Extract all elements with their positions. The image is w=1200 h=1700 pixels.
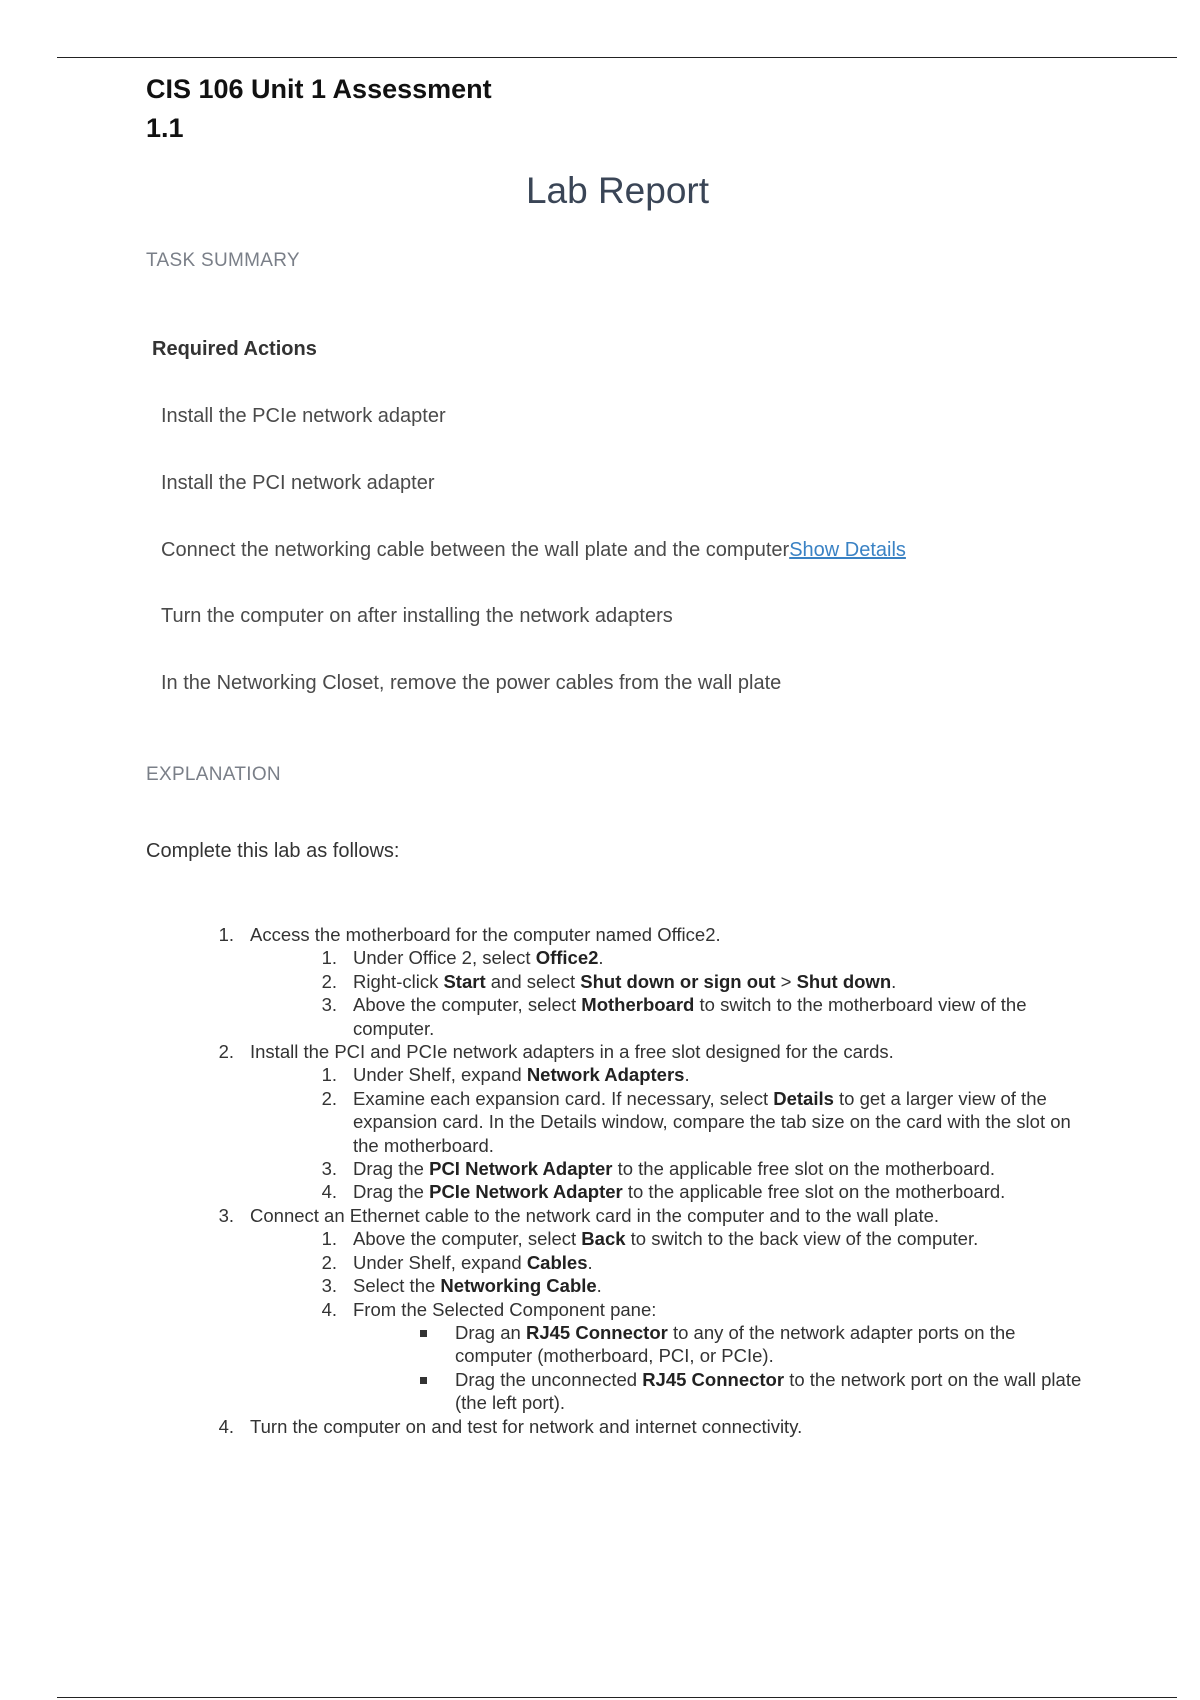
step-text: to the applicable free slot on the motherboard.: [612, 1158, 996, 1180]
step-number: 2.: [218, 1041, 234, 1063]
step-item: [210, 1415, 1090, 1438]
substep-item: [210, 1180, 1090, 1203]
step-text: to get a larger view of the expansion card. In the Details window, compare the tab size on the card with the slot on the motherboard.: [353, 1087, 1071, 1156]
substep-item: [210, 1298, 1090, 1321]
show-details-link[interactable]: Show Details: [789, 539, 906, 561]
explanation-intro: Complete this lab as follows:: [146, 840, 400, 862]
instruction-steps-list: [210, 923, 1090, 1438]
step-text: From the Selected Component pane:: [353, 1298, 657, 1320]
step-number: 3.: [321, 994, 337, 1016]
action-item: [161, 539, 906, 562]
step-number: 4.: [321, 1181, 337, 1203]
step-text: to switch to the motherboard view of the computer.: [353, 994, 1027, 1039]
step-number: 3.: [321, 1158, 337, 1180]
step-text: to switch to the back view of the computer.: [625, 1228, 979, 1250]
step-text: Connect an Ethernet cable to the network card in the computer and to the wall plate.: [250, 1204, 940, 1226]
substep-item: [210, 1157, 1090, 1180]
step-text: to the network port on the wall plate (the left port).: [455, 1368, 1082, 1414]
substep-item: [210, 993, 1090, 1040]
bullet-icon: [420, 1377, 427, 1384]
step-number: 2.: [321, 1087, 337, 1109]
step-text: .: [891, 970, 897, 992]
ui-keyword: Shut down: [796, 970, 892, 992]
bullet-item: [210, 1368, 1090, 1415]
step-number: 4.: [218, 1415, 234, 1437]
ui-keyword: Motherboard: [581, 994, 695, 1016]
substep-item: [210, 1087, 1090, 1157]
step-text: Above the computer, select: [353, 994, 582, 1016]
step-number: 2.: [321, 1251, 337, 1273]
ui-keyword: Cables: [526, 1251, 588, 1273]
substep-item: [210, 946, 1090, 969]
step-text: .: [587, 1251, 593, 1273]
bottom-rule: [57, 1697, 1177, 1698]
step-text: >: [775, 970, 797, 992]
step-number: 3.: [218, 1204, 234, 1226]
ui-keyword: Office2: [535, 947, 599, 969]
step-item: [210, 923, 1090, 946]
ui-keyword: PCI Network Adapter: [429, 1158, 613, 1180]
ui-keyword: Shut down or sign out: [580, 970, 776, 992]
step-number: 2.: [321, 970, 337, 992]
step-number: 1.: [321, 1064, 337, 1086]
action-item: In the Networking Closet, remove the power cables from the wall plate: [161, 672, 782, 694]
action-item: Install the PCI network adapter: [161, 472, 435, 494]
step-text: Right-click: [353, 970, 444, 992]
ui-keyword: PCIe Network Adapter: [429, 1181, 623, 1203]
substep-item: [210, 970, 1090, 993]
step-item: [210, 1040, 1090, 1063]
step-text: Under Office 2, select: [353, 947, 536, 969]
step-number: 1.: [321, 1228, 337, 1250]
step-number: 4.: [321, 1298, 337, 1320]
ui-keyword: Networking Cable: [440, 1275, 597, 1297]
bullet-item: [210, 1321, 1090, 1368]
step-text: Under Shelf, expand: [353, 1251, 527, 1273]
step-text: Under Shelf, expand: [353, 1064, 527, 1086]
substep-item: [210, 1274, 1090, 1297]
ui-keyword: Details: [773, 1087, 834, 1109]
ui-keyword: Network Adapters: [526, 1064, 685, 1086]
step-text: Drag the: [353, 1181, 430, 1203]
step-text: Drag an: [455, 1321, 526, 1343]
action-item: Turn the computer on after installing the network adapters: [161, 605, 673, 627]
step-number: 1.: [321, 947, 337, 969]
step-number: 1.: [218, 924, 234, 945]
ui-keyword: RJ45 Connector: [525, 1321, 668, 1343]
step-text: Above the computer, select: [353, 1228, 582, 1250]
ui-keyword: Back: [581, 1228, 626, 1250]
step-item: [210, 1204, 1090, 1227]
ui-keyword: RJ45 Connector: [642, 1368, 785, 1390]
required-actions-heading: Required Actions: [152, 338, 317, 360]
bullet-icon: [420, 1330, 427, 1337]
report-title: Lab Report: [525, 170, 710, 211]
action-item-text: Connect the networking cable between the wall plate and the computer: [161, 539, 790, 561]
top-rule: [57, 57, 1177, 58]
step-text: Access the motherboard for the computer named Office2.: [250, 924, 721, 945]
step-text: Examine each expansion card. If necessary, select: [353, 1087, 774, 1109]
step-text: Drag the unconnected: [455, 1368, 643, 1390]
ui-keyword: Start: [443, 970, 486, 992]
document-title: [146, 70, 492, 148]
course-title-line1: CIS 106 Unit 1 Assessment: [146, 74, 492, 104]
task-summary-label: TASK SUMMARY: [146, 250, 300, 271]
substep-item: [210, 1227, 1090, 1250]
step-text: to any of the network adapter ports on the computer (motherboard, PCI, or PCIe).: [455, 1321, 1016, 1367]
action-item: Install the PCIe network adapter: [161, 405, 446, 427]
step-text: and select: [485, 970, 581, 992]
explanation-label: EXPLANATION: [146, 764, 281, 785]
substep-item: [210, 1251, 1090, 1274]
step-text: .: [596, 1275, 602, 1297]
step-text: Select the: [353, 1275, 441, 1297]
step-text: Drag the: [353, 1158, 430, 1180]
step-text: to the applicable free slot on the motherboard.: [622, 1181, 1006, 1203]
substep-item: [210, 1063, 1090, 1086]
step-number: 3.: [321, 1275, 337, 1297]
step-text: .: [598, 947, 604, 969]
course-title-line2: 1.1: [146, 113, 184, 143]
step-text: Turn the computer on and test for network and internet connectivity.: [250, 1415, 803, 1437]
step-text: Install the PCI and PCIe network adapters in a free slot designed for the cards.: [250, 1041, 894, 1063]
step-text: .: [684, 1064, 690, 1086]
